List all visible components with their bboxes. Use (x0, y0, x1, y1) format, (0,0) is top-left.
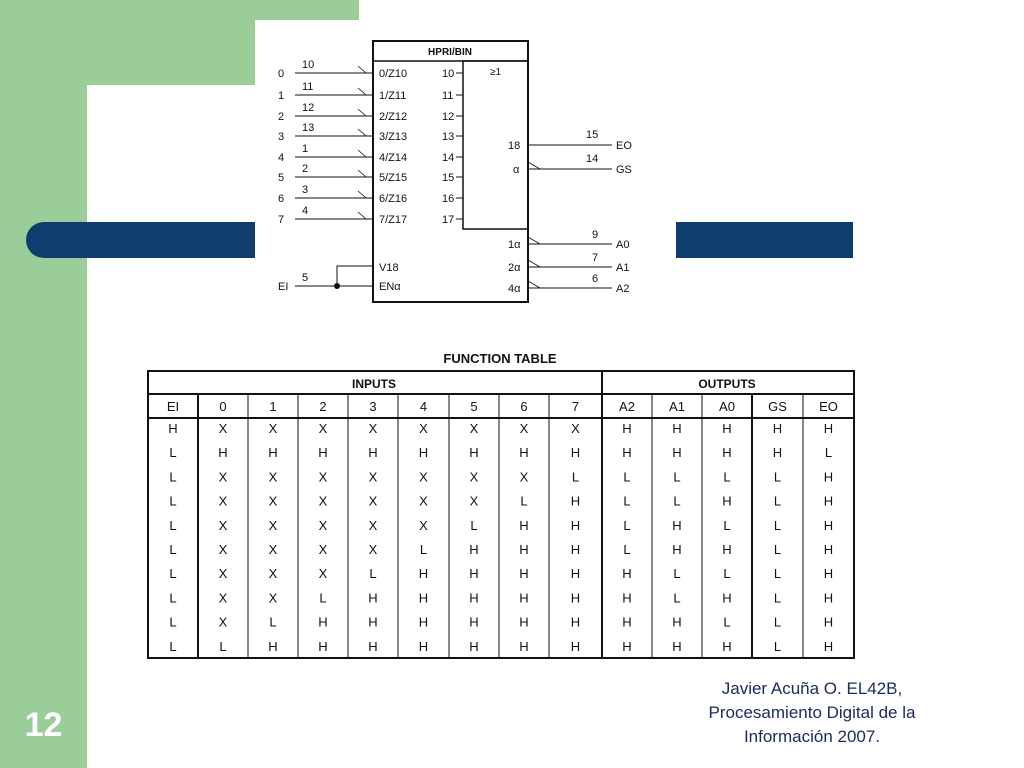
credit-line-3: Información 2007. (743, 727, 881, 746)
enable-pin-number: 5 (302, 272, 309, 284)
table-cell: H (772, 445, 783, 461)
table-cell: H (318, 638, 328, 654)
column-header: 4 (419, 399, 428, 414)
table-cell: H (570, 638, 581, 654)
table-cell: H (823, 590, 834, 606)
table-cell: H (469, 542, 479, 557)
table-cell: X (218, 566, 228, 582)
input-pin-number: 1 (302, 143, 309, 155)
inputs-group-header: INPUTS (351, 377, 397, 391)
column-header: 2 (319, 399, 327, 414)
active-low-indicator (528, 162, 540, 169)
table-cell: X (368, 469, 378, 485)
output-inner-label: 4α (508, 283, 521, 295)
table-cell: H (469, 638, 479, 654)
table-cell: H (570, 493, 581, 509)
input-label-0: 0 (278, 68, 285, 80)
table-cell: X (218, 421, 228, 436)
table-cell: L (773, 614, 782, 630)
input-label-7: 7 (278, 214, 285, 226)
table-cell: H (570, 445, 581, 461)
output-label-a1: A1 (616, 262, 630, 274)
input-pin-name: 6/Z16 (379, 193, 408, 205)
table-cell: H (418, 566, 429, 582)
table-cell: L (623, 469, 631, 485)
table-cell: L (369, 566, 377, 582)
input-pin-number: 10 (302, 59, 315, 71)
outputs-group-header: OUTPUTS (698, 377, 756, 391)
input-pin-name: 7/Z17 (379, 214, 408, 226)
table-cell: X (268, 493, 278, 509)
table-cell: L (673, 469, 681, 485)
table-cell: L (723, 517, 731, 533)
table-cell: H (672, 542, 682, 557)
table-cell: X (268, 590, 278, 606)
table-cell: X (419, 517, 428, 533)
table-cell: X (318, 542, 328, 557)
input-label-3: 3 (278, 131, 285, 143)
table-cell: H (368, 638, 378, 654)
table-cell: X (469, 469, 479, 485)
table-cell: H (469, 445, 479, 461)
table-cell: X (218, 493, 228, 509)
table-cell: X (218, 517, 228, 533)
input-label-6: 6 (278, 193, 285, 205)
input-pin-name: 1/Z11 (379, 90, 407, 102)
table-cell: X (268, 517, 278, 533)
output-inner-label: 1α (508, 239, 521, 251)
input-pin-name: 4/Z14 (379, 152, 408, 164)
table-cell: H (418, 638, 429, 654)
table-cell: L (773, 493, 782, 509)
output-pin-number: 6 (592, 273, 599, 285)
active-low-indicator (528, 260, 540, 267)
column-header: EI (166, 399, 180, 414)
table-cell: H (519, 566, 529, 582)
table-cell: L (571, 469, 580, 485)
table-cell: X (469, 421, 479, 436)
or-input-number: 15 (442, 172, 455, 184)
column-header: 5 (470, 399, 478, 414)
table-cell: L (723, 469, 731, 485)
v-pin-label: V18 (379, 262, 399, 274)
en-pin-label: ENα (379, 281, 401, 293)
table-cell: H (318, 445, 328, 461)
table-cell: H (519, 517, 529, 533)
column-header: EO (819, 399, 838, 414)
or-symbol: ≥1 (490, 67, 502, 78)
input-label-2: 2 (278, 111, 285, 123)
table-cell: X (419, 493, 428, 509)
table-cell: H (469, 614, 479, 630)
enable-label: EI (278, 281, 289, 293)
table-cell: H (168, 421, 178, 436)
column-header: A2 (619, 399, 635, 414)
table-cell: X (268, 421, 278, 436)
table-cell: H (368, 614, 378, 630)
input-pin-number: 13 (302, 122, 315, 134)
input-label-4: 4 (278, 152, 285, 164)
function-table (0, 345, 1024, 665)
table-cell: L (723, 566, 731, 582)
table-cell: H (823, 493, 834, 509)
input-pin-name: 5/Z15 (379, 172, 408, 184)
table-cell: L (169, 566, 177, 582)
block-label: HPRI/BIN (428, 47, 472, 58)
table-cell: H (672, 517, 682, 533)
active-low-indicator (358, 150, 366, 157)
table-cell: L (169, 493, 177, 509)
or-input-number: 10 (442, 68, 455, 80)
table-cell: H (823, 542, 834, 557)
column-header: 1 (269, 399, 277, 414)
table-cell: L (673, 493, 681, 509)
input-pin-name: 3/Z13 (379, 131, 408, 143)
table-cell: X (218, 469, 228, 485)
table-cell: H (570, 614, 581, 630)
or-input-number: 12 (442, 111, 455, 123)
active-low-indicator (358, 212, 366, 219)
or-input-number: 14 (442, 152, 455, 164)
table-cell: X (419, 469, 428, 485)
active-low-indicator (358, 170, 366, 177)
table-cell: H (368, 590, 378, 606)
table-cell: L (673, 590, 681, 606)
table-cell: L (169, 542, 177, 557)
table-cell: H (722, 542, 732, 557)
table-cell: X (268, 469, 278, 485)
table-cell: H (519, 614, 529, 630)
table-cell: X (571, 421, 580, 436)
table-cell: X (268, 566, 278, 582)
column-header: 0 (219, 399, 227, 414)
table-frame (148, 371, 854, 658)
table-cell: L (773, 542, 782, 557)
table-cell: H (622, 614, 632, 630)
table-cell: L (169, 590, 177, 606)
input-pin-number: 2 (302, 163, 309, 175)
slide-number: 12 (24, 706, 63, 744)
table-cell: L (623, 493, 631, 509)
table-cell: X (419, 421, 428, 436)
table-cell: H (519, 638, 529, 654)
column-header: 6 (520, 399, 528, 414)
active-low-indicator (528, 237, 540, 244)
table-cell: H (519, 542, 529, 557)
output-label-a0: A0 (616, 239, 630, 251)
table-cell: L (219, 638, 227, 654)
output-inner-label: 18 (508, 140, 521, 152)
table-cell: L (773, 590, 782, 606)
table-cell: H (570, 517, 581, 533)
table-cell: H (519, 445, 529, 461)
active-low-indicator (358, 109, 366, 116)
table-cell: X (318, 517, 328, 533)
table-cell: H (469, 566, 479, 582)
table-cell: H (268, 445, 278, 461)
input-pin-number: 12 (302, 102, 315, 114)
output-label-eo: EO (616, 140, 632, 152)
column-header: A1 (669, 399, 685, 414)
table-cell: L (169, 469, 177, 485)
table-cell: H (672, 614, 682, 630)
table-cell: H (672, 421, 682, 436)
table-cell: H (418, 590, 429, 606)
author-credit (672, 677, 952, 749)
input-label-5: 5 (278, 172, 285, 184)
output-pin-number: 7 (592, 252, 599, 264)
table-cell: X (318, 566, 328, 582)
table-cell: L (470, 517, 478, 533)
table-cell: H (823, 566, 834, 582)
table-cell: H (622, 590, 632, 606)
table-cell: H (570, 542, 581, 557)
table-cell: H (469, 590, 479, 606)
table-cell: L (169, 638, 177, 654)
table-cell: X (268, 542, 278, 557)
table-cell: H (570, 590, 581, 606)
credit-line-1: Javier Acuña O. EL42B, (721, 679, 903, 698)
column-header: GS (768, 399, 787, 414)
active-low-indicator (358, 129, 366, 136)
output-pin-number: 14 (586, 153, 599, 165)
or-input-number: 17 (442, 214, 455, 226)
table-cell: L (773, 566, 782, 582)
table-cell: L (419, 542, 428, 557)
table-cell: L (623, 517, 631, 533)
column-header: 7 (571, 399, 580, 414)
table-cell: H (519, 590, 529, 606)
table-cell: H (722, 421, 732, 436)
table-cell: L (520, 493, 528, 509)
table-cell: L (773, 638, 782, 654)
table-cell: X (318, 421, 328, 436)
input-pin-number: 11 (302, 81, 314, 93)
output-label-a2: A2 (616, 283, 630, 295)
table-cell: L (269, 614, 277, 630)
table-cell: L (623, 542, 631, 557)
table-cell: L (723, 614, 731, 630)
table-cell: H (823, 614, 834, 630)
table-cell: X (218, 614, 228, 630)
or-input-number: 16 (442, 193, 455, 205)
table-cell: L (773, 517, 782, 533)
enable-branch-wire (337, 266, 373, 286)
table-cell: H (672, 638, 682, 654)
credit-line-2: Procesamiento Digital de la (708, 703, 916, 722)
table-cell: L (824, 445, 833, 461)
table-cell: H (622, 566, 632, 582)
input-label-1: 1 (278, 90, 285, 102)
table-cell: X (368, 517, 378, 533)
table-cell: H (622, 421, 632, 436)
table-cell: L (169, 445, 177, 461)
table-cell: X (519, 469, 529, 485)
table-cell: H (722, 590, 732, 606)
output-inner-label: 2α (508, 262, 521, 274)
or-input-number: 13 (442, 131, 455, 143)
table-cell: X (469, 493, 479, 509)
table-cell: L (169, 517, 177, 533)
function-table-title: FUNCTION TABLE (443, 351, 557, 366)
active-low-indicator (358, 191, 366, 198)
input-pin-number: 3 (302, 184, 309, 196)
table-cell: H (318, 614, 328, 630)
input-pin-number: 4 (302, 205, 309, 217)
table-cell: X (519, 421, 529, 436)
table-cell: L (673, 566, 681, 582)
output-label-gs: GS (616, 164, 632, 176)
active-low-indicator (528, 281, 540, 288)
column-header: 3 (369, 399, 377, 414)
output-pin-number: 9 (592, 229, 599, 241)
input-pin-name: 0/Z10 (379, 68, 408, 80)
input-pin-name: 2/Z12 (379, 111, 408, 123)
table-cell: H (722, 493, 732, 509)
table-cell: H (418, 614, 429, 630)
table-cell: H (722, 638, 732, 654)
table-cell: X (218, 542, 228, 557)
encoder-schematic (0, 0, 1024, 330)
table-cell: H (672, 445, 682, 461)
table-cell: H (368, 445, 378, 461)
table-cell: L (319, 590, 327, 606)
active-low-indicator (358, 66, 366, 73)
table-cell: H (622, 445, 632, 461)
or-input-number: 11 (442, 90, 454, 102)
table-cell: H (823, 517, 834, 533)
table-cell: X (318, 493, 328, 509)
table-cell: H (418, 445, 429, 461)
table-cell: X (368, 493, 378, 509)
column-header: A0 (719, 399, 735, 414)
table-cell: L (773, 469, 782, 485)
table-cell: H (570, 566, 581, 582)
active-low-indicator (358, 88, 366, 95)
table-cell: H (823, 421, 834, 436)
table-cell: H (823, 469, 834, 485)
table-cell: X (368, 421, 378, 436)
table-cell: X (218, 590, 228, 606)
table-cell: H (823, 638, 834, 654)
table-cell: L (169, 614, 177, 630)
table-cell: H (722, 445, 732, 461)
table-cell: X (368, 542, 378, 557)
table-cell: H (622, 638, 632, 654)
output-inner-label: α (513, 164, 520, 176)
table-cell: H (772, 421, 783, 436)
table-cell: X (318, 469, 328, 485)
table-cell: H (218, 445, 228, 461)
table-cell: H (268, 638, 278, 654)
output-pin-number: 15 (586, 129, 599, 141)
